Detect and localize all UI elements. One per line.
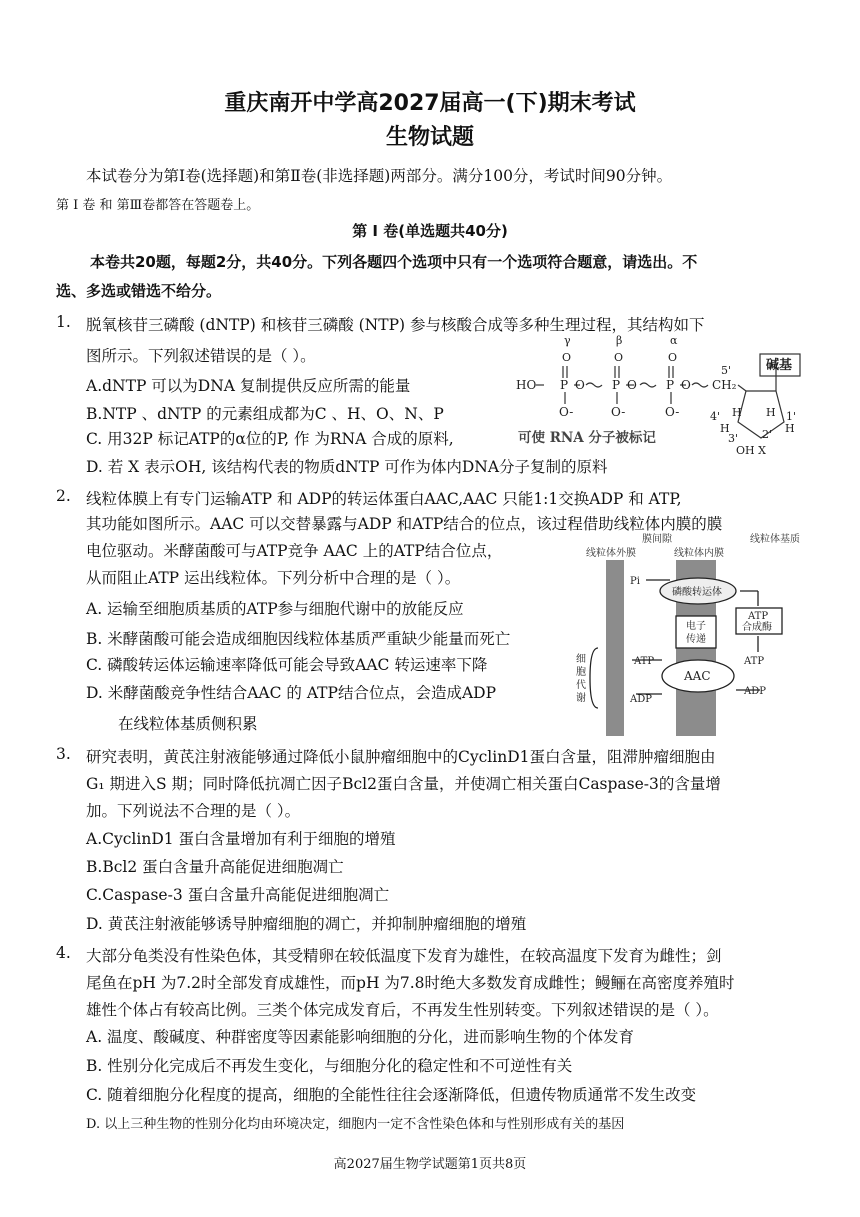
option-c: C. 磷酸转运体运输速率降低可能会导致AAC 转运速率下降 (86, 656, 488, 674)
atp-label: ATP (634, 656, 655, 667)
exam-title: 重庆南开中学高2027届高一(下)期末考试 (224, 91, 636, 116)
outer-membrane-label: 线粒体外膜 (586, 548, 636, 559)
o-label: O (562, 351, 572, 364)
o-bridge: O (575, 378, 585, 392)
option-a: A. 运输至细胞质基质的ATP参与细胞代谢中的放能反应 (86, 600, 464, 618)
question-number: 1. (56, 313, 71, 331)
option-c: C. 随着细胞分化程度的提高，细胞的全能性往往会逐渐降低，但遗传物质通常不发生改变 (86, 1086, 697, 1104)
option-d: D. 米酵菌酸竞争性结合AAC 的 ATP结合位点，会造成ADP (86, 684, 496, 702)
electron-transport-label: 电子 (686, 621, 706, 632)
option-b: B. 米酵菌酸可能会造成细胞因线粒体基质严重缺少能量而死亡 (86, 630, 511, 648)
question-stem-line: 线粒体膜上有专门运输ATP 和 ADP的转运体蛋白AAC,AAC 只能1:1交换ADP 和 ATP, (86, 490, 682, 508)
base-label: 碱基 (766, 358, 793, 373)
option-b: B. 性别分化完成后不再发生变化，与细胞分化的稳定性和不可逆性有关 (86, 1057, 573, 1075)
page-footer: 高2027届生物学试题第1页共8页 (333, 1157, 527, 1172)
o-label: O (668, 351, 678, 364)
section-instruction-2: 选、多选或错选不给分。 (56, 282, 222, 300)
option-c: C.Caspase-3 蛋白含量升高能促进细胞凋亡 (86, 886, 390, 904)
aac-label: AAC (684, 669, 711, 683)
question-number: 4. (56, 944, 71, 962)
h-label: H (785, 422, 795, 435)
question-stem-line: 脱氧核苷三磷酸 (dNTP) 和核苷三磷酸 (NTP) 参与核酸合成等多种生理过程，其结构如下 (86, 316, 705, 334)
cell-metabolism-label: 细 (576, 654, 586, 665)
option-d-continued: 在线粒体基质侧积累 (118, 715, 258, 733)
cell-metabolism-label: 谢 (576, 693, 586, 704)
question-stem-line: 尾鱼在pH 为7.2时全部发育成雄性，而pH 为7.8时绝大多数发育成雌性；鳗鲡在高密度养殖时 (86, 974, 735, 992)
inner-membrane-label: 线粒体内膜 (674, 548, 724, 559)
alpha-label: α (670, 334, 678, 347)
pi-label: Pi (630, 576, 640, 587)
c3-label: 3' (728, 432, 739, 445)
question-stem-line: 图所示。下列叙述错误的是（ ）。 (86, 347, 316, 365)
intermembrane-label: 膜间隙 (642, 534, 672, 545)
option-a: A. 温度、酸碱度、种群密度等因素能影响细胞的分化，进而影响生物的个体发育 (86, 1028, 635, 1046)
atp-synthase-label: ATP (748, 611, 769, 622)
option-d: D. 黄芪注射液能够诱导肿瘤细胞的凋亡，并抑制肿瘤细胞的增殖 (86, 915, 527, 933)
option-b: B.Bcl2 蛋白含量升高能促进细胞凋亡 (86, 858, 344, 876)
intro-line-1: 本试卷分为第Ⅰ卷(选择题)和第Ⅱ卷(非选择题)两部分。满分100分，考试时间90分钟。 (86, 167, 673, 185)
beta-label: β (616, 334, 623, 347)
c5-label: 5' (721, 364, 732, 377)
p-label: P (666, 378, 675, 392)
option-d: D. 以上三种生物的性别分化均由环境决定，细胞内一定不含性染色体和与性别形成有关的基因 (86, 1117, 625, 1132)
overlay-text: 可使 RNA 分子被标记 (518, 430, 656, 446)
ch2-label: CH₂ (712, 378, 737, 392)
adp-label: ADP (744, 686, 766, 697)
question-stem-line: 大部分龟类没有性染色体，其受精卵在较低温度下发育为雄性，在较高温度下发育为雌性；剑 (86, 947, 722, 965)
o-bridge: O (627, 378, 637, 392)
outer-membrane (606, 560, 624, 736)
c2-label: 2' (762, 428, 773, 441)
p-label: P (612, 378, 621, 392)
question-number: 2. (56, 487, 71, 505)
question-stem-line: 电位驱动。米酵菌酸可与ATP竞争 AAC 上的ATP结合位点， (86, 542, 503, 560)
option-c: C. 用32P 标记ATP的α位的P, 作 为RNA 合成的原料, (86, 430, 454, 448)
option-a: A.CyclinD1 蛋白含量增加有利于细胞的增殖 (86, 830, 396, 848)
question-stem-line: 研究表明，黄芪注射液能够通过降低小鼠肿瘤细胞中的CyclinD1蛋白含量，阻滞肿瘤细胞由 (86, 748, 716, 766)
option-d: D. 若 X 表示OH, 该结构代表的物质dNTP 可作为体内DNA分子复制的原料 (86, 458, 608, 476)
cell-metabolism-label: 胞 (576, 667, 586, 678)
phosphate-transporter-label: 磷酸转运体 (672, 587, 722, 598)
electron-transport-label: 传递 (686, 634, 706, 645)
section-heading: 第 Ⅰ 卷(单选题共40分) (352, 222, 508, 240)
h-label: H (732, 406, 742, 419)
option-b: B.NTP 、dNTP 的元素组成都为C 、H、O、N、P (86, 405, 444, 423)
o-minus-label: O- (665, 405, 680, 419)
question-number: 3. (56, 745, 71, 763)
gamma-label: γ (564, 334, 571, 347)
oh-x-label: OH X (736, 444, 766, 457)
o-bridge: O (681, 378, 691, 392)
o-minus-label: O- (611, 405, 626, 419)
intro-line-2: 第 Ⅰ 卷 和 第Ⅲ卷都答在答题卷上。 (56, 198, 260, 213)
mitochondria-figure (570, 530, 820, 738)
question-stem-line: 雄性个体占有较高比例。三类个体完成发育后，不再发生性别转变。下列叙述错误的是（ ）。 (86, 1001, 719, 1019)
c1-label: 1' (786, 410, 797, 423)
atp-synthase-label: 合成酶 (742, 622, 772, 633)
p-label: P (560, 378, 569, 392)
matrix-label: 线粒体基质 (750, 534, 800, 545)
h-label: H (766, 406, 776, 419)
question-stem-line: 加。下列说法不合理的是（ ）。 (86, 802, 301, 820)
question-stem-line: 从而阻止ATP 运出线粒体。下列分析中合理的是（ ）。 (86, 569, 461, 587)
option-a: A.dNTP 可以为DNA 复制提供反应所需的能量 (86, 377, 411, 395)
ntp-structure-figure (514, 334, 808, 458)
question-stem-line: G₁ 期进入S 期；同时降低抗凋亡因子Bcl2蛋白含量，并使凋亡相关蛋白Caspase-3的含量增 (86, 775, 721, 793)
question-stem-line: 其功能如图所示。AAC 可以交替暴露与ADP 和ATP结合的位点，该过程借助线粒体内膜的膜 (86, 515, 723, 533)
h-label: H (720, 422, 730, 435)
exam-subtitle: 生物试题 (385, 125, 474, 150)
section-instruction-1: 本卷共20题，每题2分，共40分。下列各题四个选项中只有一个选项符合题意，请选出。不 (90, 253, 698, 271)
adp-label: ADP (630, 694, 652, 705)
o-label: O (614, 351, 624, 364)
atp-label: ATP (744, 656, 765, 667)
ho-label: HO (516, 378, 537, 392)
cell-metabolism-label: 代 (576, 680, 586, 691)
o-minus-label: O- (559, 405, 574, 419)
c4-label: 4' (710, 410, 721, 423)
